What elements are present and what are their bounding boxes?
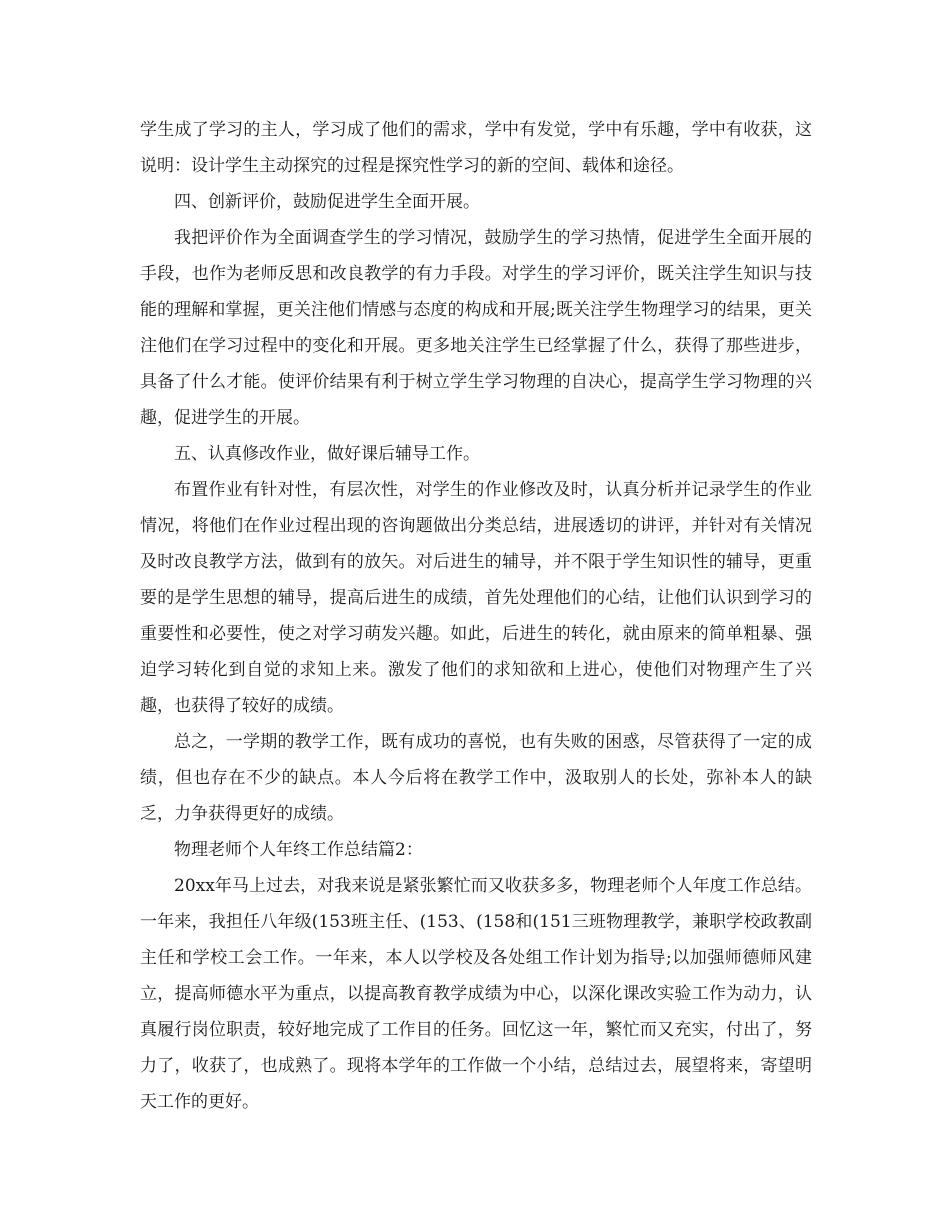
paragraph: 总之，一学期的教学工作，既有成功的喜悦，也有失败的困惑，尽管获得了一定的成绩，但也存在不少的缺点。本人今后将在教学工作中，汲取别人的长处，弥补本人的缺乏，力争获得更好的成绩。 xyxy=(140,732,812,824)
document-body xyxy=(140,112,812,1120)
paragraph: 布置作业有针对性，有层次性，对学生的作业修改及时，认真分析并记录学生的作业情况，将他们在作业过程出现的咨询题做出分类总结，进展透切的讲评，并针对有关情况及时改良教学方法，做到有的放矢。对后进生的辅导，并不限于学生知识性的辅导，更重要的是学生思想的辅导，提高后进生的成绩，首先处理他们的心结，让他们认识到学习的重要性和必要性，使之对学习萌发兴趣。如此，后进生的转化，就由原来的简单粗暴、强迫学习转化到自觉的求知上来。激发了他们的求知欲和上进心，使他们对物理产生了兴趣，也获得了较好的成绩。 xyxy=(140,480,812,716)
paragraph-continued: 学生成了学习的主人，学习成了他们的需求，学中有发觉，学中有乐趣，学中有收获，这说明：设计学生主动探究的过程是探究性学习的新的空间、载体和途径。 xyxy=(140,120,812,176)
paragraph: 20xx年马上过去，对我来说是紧张繁忙而又收获多多，物理老师个人年度工作总结。一年来，我担任八年级(153班主任、(153、(158和(151三班物理教学，兼职学校政教副主任和学校工会工作。一年来，本人以学校及各处组工作计划为指导;以加强师德师风建立，提高师德水平为重点，以提高教育教学成绩为中心，以深化课改实验工作为动力，认真履行岗位职责，较好地完成了工作目的任务。回忆这一年，繁忙而又充实，付出了，努力了，收获了，也成熟了。现将本学年的工作做一个小结，总结过去，展望将来，寄望明天工作的更好。 xyxy=(140,876,812,1112)
paragraph: 我把评价作为全面调查学生的学习情况，鼓励学生的学习热情，促进学生全面开展的手段，也作为老师反思和改良教学的有力手段。对学生的学习评价，既关注学生知识与技能的理解和掌握，更关注他们情感与态度的构成和开展;既关注学生物理学习的结果，更关注他们在学习过程中的变化和开展。更多地关注学生已经掌握了什么，获得了那些进步，具备了什么才能。使评价结果有利于树立学生学习物理的自决心，提高学生学习物理的兴趣，促进学生的开展。 xyxy=(140,228,812,428)
section-heading-4: 四、创新评价，鼓励促进学生全面开展。 xyxy=(174,192,480,212)
section-heading-5: 五、认真修改作业，做好课后辅导工作。 xyxy=(174,444,480,464)
article-heading: 物理老师个人年终工作总结篇2： xyxy=(174,840,423,860)
